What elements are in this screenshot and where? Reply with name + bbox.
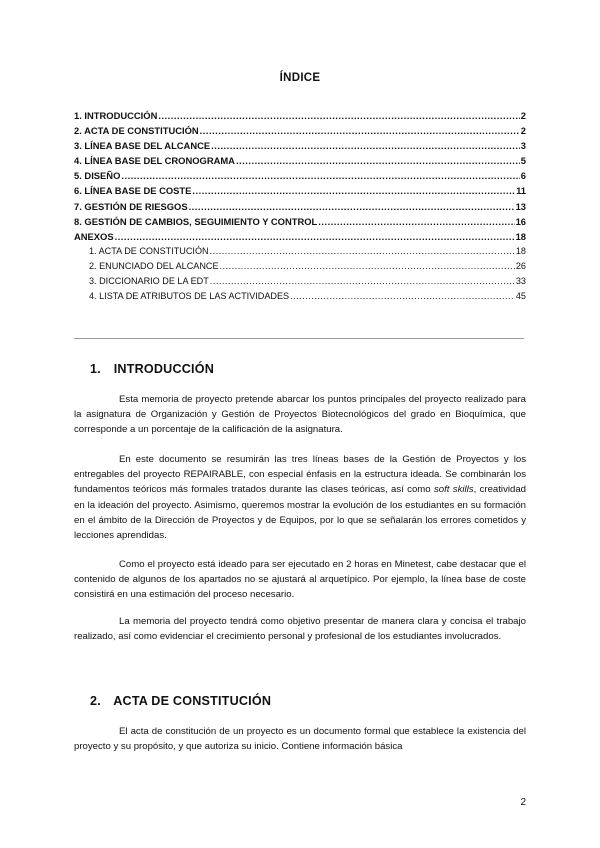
toc-entry-label: ANEXOS — [74, 230, 114, 242]
toc-entry-label: 1. ACTA DE CONSTITUCIÓN — [89, 245, 209, 256]
toc-title: ÍNDICE — [279, 72, 321, 84]
toc-entry-label: 4. LÍNEA BASE DEL CRONOGRAMA — [74, 155, 235, 167]
toc-entry[interactable] — [74, 168, 526, 183]
paragraph-text: , creatividad en la ideación del proyecto. Asimismo, queremos mostrar la evolución de los estudiantes en su formación en el ámbito de la Dirección de Proyectos y de Equipos, por lo que se señalarán los errores cometidos y lecciones aprendidas. — [74, 484, 527, 542]
toc-entry[interactable] — [74, 229, 526, 244]
toc-entry-page: 11 — [516, 185, 526, 197]
section-number: 2. — [90, 694, 101, 708]
toc-entry-page: 26 — [515, 260, 526, 271]
emphasis-text: soft skills — [433, 484, 474, 496]
toc-entry-page: 16 — [515, 215, 526, 227]
toc-entry-label: 1. INTRODUCCIÓN — [74, 110, 158, 121]
toc-subentry[interactable] — [74, 259, 526, 274]
toc-leader-dots — [210, 274, 515, 289]
toc-entry-page: 6 — [520, 170, 526, 182]
intro-paragraph: La memoria del proyecto tendrá como objetivo presentar de manera clara y concisa el trabajo realizado, así como evidenciar el crecimiento personal y profesional de los estudiantes involucrados. — [74, 616, 526, 643]
toc-leader-dots — [158, 108, 519, 123]
toc-subentry[interactable] — [74, 289, 526, 304]
toc-subentry[interactable] — [74, 274, 526, 289]
section-heading-acta — [90, 694, 271, 708]
toc-leader-dots — [189, 199, 515, 214]
toc-entry-label: 8. GESTIÓN DE CAMBIOS, SEGUIMIENTO Y CONTROL — [74, 215, 318, 227]
toc-entry[interactable] — [74, 138, 526, 153]
toc-entry-page: 33 — [515, 276, 526, 287]
toc-leader-dots — [115, 229, 515, 244]
intro-paragraph — [74, 452, 526, 543]
toc-entry-label: 3. DICCIONARIO DE LA EDT — [89, 276, 209, 287]
toc-entry-label: 4. LISTA DE ATRIBUTOS DE LAS ACTIVIDADES — [89, 291, 290, 302]
section-title: INTRODUCCIÓN — [113, 362, 215, 376]
page-number: 2 — [520, 797, 526, 808]
toc-entry-label: 6. LÍNEA BASE DE COSTE — [74, 185, 192, 197]
toc-leader-dots — [290, 289, 515, 304]
toc-entry[interactable] — [74, 123, 526, 138]
toc-entry-label: 2. ACTA DE CONSTITUCIÓN — [74, 125, 199, 137]
toc-entry-label: 2. ENUNCIADO DEL ALCANCE — [89, 260, 219, 271]
table-of-contents — [74, 108, 526, 304]
toc-leader-dots — [200, 123, 520, 138]
toc-entry[interactable] — [74, 108, 526, 123]
toc-entry[interactable] — [74, 183, 526, 198]
toc-entry[interactable] — [74, 214, 526, 229]
toc-leader-dots — [211, 138, 520, 153]
section-heading-introduccion — [90, 362, 214, 376]
section-number: 1. — [90, 362, 101, 376]
toc-entry[interactable] — [74, 153, 526, 168]
toc-entry-page: 3 — [520, 140, 526, 152]
toc-entry-label: 5. DISEÑO — [74, 170, 121, 182]
toc-entry-page: 5 — [520, 155, 526, 167]
paragraph-text: En este documento se resumirán las tres líneas bases de la Gestión de Proyectos y los entregables del proyecto REPAIRABLE, con especial énfasis en la estructura ideada. Se combinarán los fundamentos teóricos más formales tratados durante las clases teóricas, así como — [74, 454, 526, 496]
toc-subentry[interactable] — [74, 244, 526, 259]
section-title: ACTA DE CONSTITUCIÓN — [113, 694, 272, 708]
toc-entry-page: 45 — [515, 291, 526, 302]
toc-entry-page: 2 — [520, 125, 526, 137]
toc-entry-label: 3. LÍNEA BASE DEL ALCANCE — [74, 140, 211, 152]
intro-paragraph: Esta memoria de proyecto pretende abarcar los puntos principales del proyecto realizado para la asignatura de Organización y Gestión de Proyectos Biotecnológicos del grado en Bioquímica, que corresponde a un porcentaje de la calificación de la asignatura. — [74, 394, 526, 436]
toc-leader-dots — [220, 259, 515, 274]
intro-paragraph: Como el proyecto está ideado para ser ejecutado en 2 horas en Minetest, cabe destacar que el contenido de algunos de los apartados no se ajustará al arquetípico. Por ejemplo, la línea base de coste consistirá en una estimación del proceso necesario. — [74, 559, 526, 601]
toc-entry[interactable] — [74, 199, 526, 214]
acta-paragraph: El acta de constitución de un proyecto es un documento formal que establece la existencia del proyecto y su propósito, y que autoriza su inicio. Contiene información básica — [74, 726, 526, 753]
toc-leader-dots — [121, 168, 519, 183]
section-divider — [74, 338, 524, 339]
toc-entry-page: 13 — [515, 200, 526, 212]
toc-leader-dots — [210, 244, 515, 259]
toc-entry-page: 2 — [520, 110, 526, 121]
toc-entry-label: 7. GESTIÓN DE RIESGOS — [74, 200, 188, 212]
toc-entry-page: 18 — [515, 245, 526, 256]
toc-entry-page: 18 — [515, 230, 526, 242]
toc-leader-dots — [192, 183, 515, 198]
toc-leader-dots — [236, 153, 520, 168]
toc-leader-dots — [318, 214, 514, 229]
